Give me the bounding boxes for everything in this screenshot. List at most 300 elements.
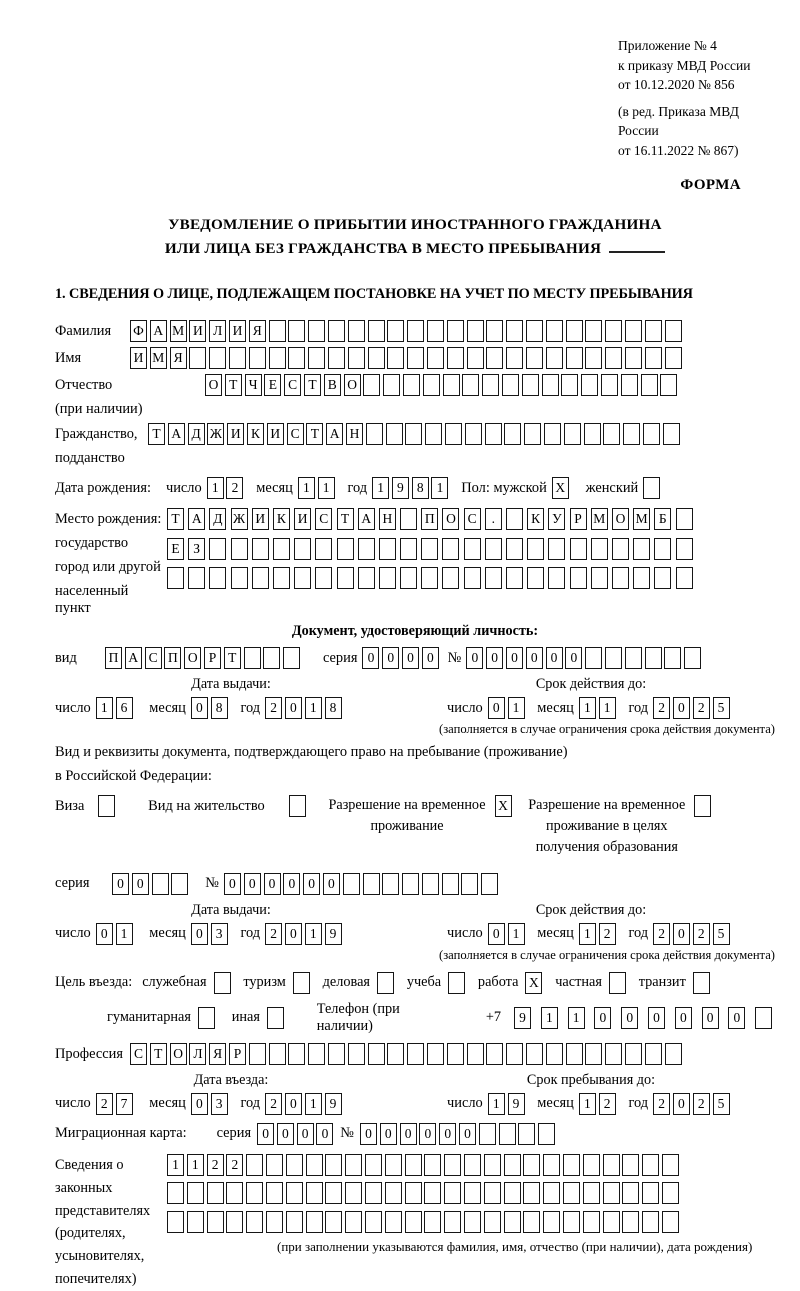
char-cell[interactable] <box>585 1043 602 1065</box>
char-cell[interactable]: И <box>227 423 244 445</box>
char-cell[interactable] <box>506 1043 523 1065</box>
char-cell[interactable] <box>442 873 459 895</box>
char-cell[interactable]: 0 <box>380 1123 397 1145</box>
char-cell[interactable]: 1 <box>305 1093 322 1115</box>
char-cell[interactable] <box>294 538 311 560</box>
char-cell[interactable]: З <box>188 538 205 560</box>
char-cell[interactable]: 5 <box>713 697 730 719</box>
char-cell[interactable] <box>665 320 682 342</box>
char-cell[interactable]: 1 <box>599 697 616 719</box>
char-cell[interactable] <box>464 1182 481 1204</box>
char-cell[interactable]: П <box>421 508 438 530</box>
char-cell[interactable]: 0 <box>459 1123 476 1145</box>
char-cell[interactable]: 9 <box>514 1007 531 1029</box>
char-cell[interactable] <box>467 1043 484 1065</box>
char-cell[interactable] <box>605 647 622 669</box>
char-cell[interactable]: . <box>485 508 502 530</box>
char-cell[interactable]: 1 <box>318 477 335 499</box>
char-cell[interactable] <box>563 1182 580 1204</box>
char-cell[interactable]: Р <box>570 508 587 530</box>
char-cell[interactable] <box>368 320 385 342</box>
char-cell[interactable] <box>266 1211 283 1233</box>
char-cell[interactable] <box>308 320 325 342</box>
char-cell[interactable] <box>623 423 640 445</box>
char-cell[interactable]: 1 <box>431 477 448 499</box>
char-cell[interactable] <box>425 423 442 445</box>
char-cell[interactable] <box>654 567 671 589</box>
char-cell[interactable]: К <box>273 508 290 530</box>
char-cell[interactable]: 0 <box>224 873 241 895</box>
char-cell[interactable] <box>368 347 385 369</box>
char-cell[interactable]: 5 <box>713 923 730 945</box>
char-cell[interactable] <box>526 320 543 342</box>
char-cell[interactable] <box>527 567 544 589</box>
char-cell[interactable]: Т <box>306 423 323 445</box>
char-cell[interactable] <box>523 1182 540 1204</box>
char-cell[interactable]: А <box>188 508 205 530</box>
study-checkbox[interactable] <box>448 972 465 994</box>
char-cell[interactable] <box>383 374 400 396</box>
char-cell[interactable]: Б <box>654 508 671 530</box>
edu-permit-checkbox[interactable] <box>694 795 711 817</box>
residence-permit-checkbox[interactable] <box>289 795 306 817</box>
char-cell[interactable] <box>167 1182 184 1204</box>
char-cell[interactable] <box>506 320 523 342</box>
char-cell[interactable] <box>663 423 680 445</box>
char-cell[interactable]: 1 <box>508 697 525 719</box>
char-cell[interactable] <box>485 423 502 445</box>
char-cell[interactable] <box>387 347 404 369</box>
char-cell[interactable]: 0 <box>297 1123 314 1145</box>
char-cell[interactable]: 2 <box>653 1093 670 1115</box>
char-cell[interactable]: 0 <box>191 1093 208 1115</box>
char-cell[interactable] <box>625 647 642 669</box>
char-cell[interactable]: 8 <box>412 477 429 499</box>
char-cell[interactable] <box>621 374 638 396</box>
char-cell[interactable] <box>625 320 642 342</box>
char-cell[interactable] <box>612 567 629 589</box>
char-cell[interactable]: Т <box>148 423 165 445</box>
char-cell[interactable]: С <box>315 508 332 530</box>
char-cell[interactable] <box>504 1211 521 1233</box>
char-cell[interactable] <box>585 320 602 342</box>
char-cell[interactable] <box>246 1154 263 1176</box>
char-cell[interactable] <box>288 320 305 342</box>
char-cell[interactable] <box>544 423 561 445</box>
char-cell[interactable] <box>337 567 354 589</box>
char-cell[interactable]: 2 <box>693 1093 710 1115</box>
char-cell[interactable] <box>325 1154 342 1176</box>
char-cell[interactable] <box>442 567 459 589</box>
char-cell[interactable] <box>581 374 598 396</box>
char-cell[interactable] <box>152 873 169 895</box>
char-cell[interactable] <box>188 567 205 589</box>
char-cell[interactable]: 1 <box>579 923 596 945</box>
char-cell[interactable] <box>424 1154 441 1176</box>
char-cell[interactable] <box>502 374 519 396</box>
char-cell[interactable]: 0 <box>594 1007 611 1029</box>
char-cell[interactable]: 1 <box>167 1154 184 1176</box>
char-cell[interactable] <box>585 647 602 669</box>
char-cell[interactable]: 9 <box>392 477 409 499</box>
char-cell[interactable] <box>387 320 404 342</box>
char-cell[interactable]: Л <box>189 1043 206 1065</box>
char-cell[interactable] <box>499 1123 516 1145</box>
char-cell[interactable] <box>642 1154 659 1176</box>
char-cell[interactable]: 0 <box>526 647 543 669</box>
char-cell[interactable]: 1 <box>305 923 322 945</box>
char-cell[interactable] <box>427 320 444 342</box>
char-cell[interactable] <box>563 1154 580 1176</box>
char-cell[interactable] <box>645 320 662 342</box>
char-cell[interactable]: Ч <box>245 374 262 396</box>
char-cell[interactable]: 0 <box>323 873 340 895</box>
char-cell[interactable]: М <box>591 508 608 530</box>
char-cell[interactable]: 2 <box>599 923 616 945</box>
char-cell[interactable] <box>482 374 499 396</box>
char-cell[interactable]: 2 <box>265 923 282 945</box>
char-cell[interactable]: 0 <box>419 1123 436 1145</box>
char-cell[interactable] <box>405 1154 422 1176</box>
char-cell[interactable]: 1 <box>298 477 315 499</box>
char-cell[interactable]: И <box>252 508 269 530</box>
char-cell[interactable] <box>538 1123 555 1145</box>
char-cell[interactable] <box>328 347 345 369</box>
char-cell[interactable] <box>229 347 246 369</box>
char-cell[interactable] <box>605 1043 622 1065</box>
char-cell[interactable] <box>645 647 662 669</box>
char-cell[interactable] <box>583 1211 600 1233</box>
char-cell[interactable] <box>485 538 502 560</box>
char-cell[interactable]: Т <box>167 508 184 530</box>
char-cell[interactable]: М <box>170 320 187 342</box>
char-cell[interactable]: 2 <box>265 697 282 719</box>
char-cell[interactable] <box>269 1043 286 1065</box>
char-cell[interactable]: Т <box>225 374 242 396</box>
char-cell[interactable] <box>481 873 498 895</box>
char-cell[interactable] <box>348 320 365 342</box>
char-cell[interactable] <box>405 1211 422 1233</box>
char-cell[interactable]: О <box>442 508 459 530</box>
char-cell[interactable]: 0 <box>675 1007 692 1029</box>
char-cell[interactable] <box>345 1211 362 1233</box>
char-cell[interactable]: С <box>130 1043 147 1065</box>
char-cell[interactable] <box>382 873 399 895</box>
char-cell[interactable] <box>421 538 438 560</box>
char-cell[interactable] <box>662 1211 679 1233</box>
char-cell[interactable]: 0 <box>728 1007 745 1029</box>
char-cell[interactable]: 0 <box>132 873 149 895</box>
char-cell[interactable] <box>244 647 261 669</box>
char-cell[interactable] <box>423 374 440 396</box>
char-cell[interactable] <box>546 320 563 342</box>
char-cell[interactable] <box>189 347 206 369</box>
char-cell[interactable] <box>368 1043 385 1065</box>
char-cell[interactable] <box>543 1154 560 1176</box>
char-cell[interactable]: Т <box>304 374 321 396</box>
char-cell[interactable]: 0 <box>191 923 208 945</box>
char-cell[interactable] <box>266 1182 283 1204</box>
char-cell[interactable] <box>306 1211 323 1233</box>
char-cell[interactable]: 5 <box>713 1093 730 1115</box>
char-cell[interactable] <box>660 374 677 396</box>
char-cell[interactable] <box>358 538 375 560</box>
char-cell[interactable] <box>506 508 523 530</box>
char-cell[interactable]: О <box>612 508 629 530</box>
char-cell[interactable]: Т <box>150 1043 167 1065</box>
char-cell[interactable]: 2 <box>693 697 710 719</box>
char-cell[interactable] <box>306 1182 323 1204</box>
char-cell[interactable]: Ж <box>231 508 248 530</box>
char-cell[interactable] <box>444 1211 461 1233</box>
char-cell[interactable] <box>645 347 662 369</box>
char-cell[interactable]: И <box>267 423 284 445</box>
char-cell[interactable] <box>465 423 482 445</box>
char-cell[interactable]: О <box>170 1043 187 1065</box>
char-cell[interactable]: 1 <box>187 1154 204 1176</box>
char-cell[interactable]: 2 <box>599 1093 616 1115</box>
char-cell[interactable] <box>548 538 565 560</box>
char-cell[interactable] <box>269 347 286 369</box>
char-cell[interactable]: С <box>145 647 162 669</box>
char-cell[interactable] <box>676 567 693 589</box>
char-cell[interactable]: 0 <box>244 873 261 895</box>
char-cell[interactable]: 7 <box>116 1093 133 1115</box>
char-cell[interactable] <box>486 320 503 342</box>
char-cell[interactable]: 0 <box>316 1123 333 1145</box>
char-cell[interactable] <box>464 538 481 560</box>
char-cell[interactable]: 0 <box>466 647 483 669</box>
char-cell[interactable] <box>543 1182 560 1204</box>
char-cell[interactable] <box>662 1154 679 1176</box>
char-cell[interactable]: Е <box>264 374 281 396</box>
char-cell[interactable] <box>249 347 266 369</box>
char-cell[interactable]: 0 <box>257 1123 274 1145</box>
char-cell[interactable] <box>207 1182 224 1204</box>
char-cell[interactable] <box>526 1043 543 1065</box>
char-cell[interactable]: 9 <box>508 1093 525 1115</box>
char-cell[interactable]: 0 <box>648 1007 665 1029</box>
char-cell[interactable] <box>504 423 521 445</box>
char-cell[interactable] <box>325 1182 342 1204</box>
char-cell[interactable] <box>187 1182 204 1204</box>
char-cell[interactable] <box>570 538 587 560</box>
char-cell[interactable]: 0 <box>422 647 439 669</box>
char-cell[interactable] <box>601 374 618 396</box>
char-cell[interactable] <box>263 647 280 669</box>
char-cell[interactable]: 1 <box>96 697 113 719</box>
business-checkbox[interactable] <box>377 972 394 994</box>
char-cell[interactable] <box>522 374 539 396</box>
char-cell[interactable]: 0 <box>702 1007 719 1029</box>
char-cell[interactable]: 0 <box>264 873 281 895</box>
char-cell[interactable] <box>467 320 484 342</box>
char-cell[interactable] <box>365 1154 382 1176</box>
char-cell[interactable]: О <box>205 374 222 396</box>
char-cell[interactable]: 0 <box>303 873 320 895</box>
char-cell[interactable] <box>246 1211 263 1233</box>
char-cell[interactable]: Т <box>337 508 354 530</box>
char-cell[interactable]: 6 <box>116 697 133 719</box>
char-cell[interactable]: Я <box>249 320 266 342</box>
char-cell[interactable] <box>461 873 478 895</box>
char-cell[interactable] <box>386 423 403 445</box>
char-cell[interactable] <box>566 320 583 342</box>
char-cell[interactable] <box>486 1043 503 1065</box>
char-cell[interactable] <box>308 1043 325 1065</box>
char-cell[interactable]: К <box>247 423 264 445</box>
char-cell[interactable] <box>427 347 444 369</box>
char-cell[interactable] <box>642 1182 659 1204</box>
char-cell[interactable] <box>252 567 269 589</box>
char-cell[interactable]: 0 <box>439 1123 456 1145</box>
char-cell[interactable]: 9 <box>325 1093 342 1115</box>
char-cell[interactable] <box>665 347 682 369</box>
char-cell[interactable]: 1 <box>579 1093 596 1115</box>
char-cell[interactable] <box>266 1154 283 1176</box>
char-cell[interactable] <box>524 423 541 445</box>
char-cell[interactable] <box>645 1043 662 1065</box>
char-cell[interactable]: И <box>189 320 206 342</box>
char-cell[interactable] <box>676 538 693 560</box>
char-cell[interactable]: С <box>284 374 301 396</box>
char-cell[interactable] <box>625 1043 642 1065</box>
char-cell[interactable] <box>570 567 587 589</box>
char-cell[interactable] <box>231 538 248 560</box>
char-cell[interactable] <box>365 1211 382 1233</box>
char-cell[interactable] <box>591 538 608 560</box>
char-cell[interactable] <box>486 347 503 369</box>
char-cell[interactable]: А <box>358 508 375 530</box>
char-cell[interactable] <box>273 567 290 589</box>
female-checkbox[interactable] <box>643 477 660 499</box>
char-cell[interactable] <box>755 1007 772 1029</box>
char-cell[interactable] <box>444 1182 461 1204</box>
char-cell[interactable]: И <box>130 347 147 369</box>
char-cell[interactable]: Р <box>204 647 221 669</box>
char-cell[interactable] <box>337 538 354 560</box>
char-cell[interactable]: Д <box>188 423 205 445</box>
char-cell[interactable]: 9 <box>325 923 342 945</box>
char-cell[interactable]: 2 <box>265 1093 282 1115</box>
char-cell[interactable]: М <box>150 347 167 369</box>
char-cell[interactable] <box>561 374 578 396</box>
char-cell[interactable] <box>542 374 559 396</box>
char-cell[interactable] <box>328 1043 345 1065</box>
char-cell[interactable]: 0 <box>362 647 379 669</box>
char-cell[interactable] <box>167 1211 184 1233</box>
char-cell[interactable]: 0 <box>283 873 300 895</box>
char-cell[interactable]: 2 <box>226 477 243 499</box>
char-cell[interactable]: Ф <box>130 320 147 342</box>
char-cell[interactable] <box>526 347 543 369</box>
char-cell[interactable] <box>504 1154 521 1176</box>
char-cell[interactable] <box>464 567 481 589</box>
char-cell[interactable] <box>385 1182 402 1204</box>
char-cell[interactable]: У <box>548 508 565 530</box>
char-cell[interactable] <box>622 1154 639 1176</box>
char-cell[interactable] <box>345 1154 362 1176</box>
char-cell[interactable] <box>506 567 523 589</box>
char-cell[interactable] <box>523 1211 540 1233</box>
char-cell[interactable]: Т <box>224 647 241 669</box>
char-cell[interactable] <box>343 873 360 895</box>
temp-permit-checkbox[interactable]: X <box>495 795 512 817</box>
char-cell[interactable] <box>187 1211 204 1233</box>
char-cell[interactable]: 0 <box>285 697 302 719</box>
char-cell[interactable] <box>348 1043 365 1065</box>
char-cell[interactable] <box>605 347 622 369</box>
char-cell[interactable] <box>288 347 305 369</box>
char-cell[interactable]: 0 <box>277 1123 294 1145</box>
char-cell[interactable]: Л <box>209 320 226 342</box>
char-cell[interactable] <box>633 567 650 589</box>
char-cell[interactable] <box>662 1182 679 1204</box>
char-cell[interactable]: И <box>229 320 246 342</box>
char-cell[interactable]: И <box>294 508 311 530</box>
char-cell[interactable] <box>445 423 462 445</box>
char-cell[interactable] <box>504 1182 521 1204</box>
char-cell[interactable] <box>315 567 332 589</box>
char-cell[interactable] <box>363 374 380 396</box>
char-cell[interactable] <box>506 347 523 369</box>
char-cell[interactable] <box>171 873 188 895</box>
char-cell[interactable] <box>358 567 375 589</box>
char-cell[interactable]: 1 <box>116 923 133 945</box>
char-cell[interactable]: 1 <box>207 477 224 499</box>
char-cell[interactable]: 2 <box>226 1154 243 1176</box>
char-cell[interactable]: 0 <box>285 1093 302 1115</box>
char-cell[interactable]: 1 <box>488 1093 505 1115</box>
char-cell[interactable] <box>209 538 226 560</box>
char-cell[interactable] <box>424 1211 441 1233</box>
char-cell[interactable]: 0 <box>400 1123 417 1145</box>
char-cell[interactable]: 1 <box>508 923 525 945</box>
char-cell[interactable] <box>363 873 380 895</box>
char-cell[interactable] <box>633 538 650 560</box>
char-cell[interactable]: 3 <box>211 923 228 945</box>
char-cell[interactable] <box>207 1211 224 1233</box>
char-cell[interactable] <box>583 1182 600 1204</box>
char-cell[interactable] <box>654 538 671 560</box>
char-cell[interactable] <box>226 1211 243 1233</box>
char-cell[interactable] <box>400 567 417 589</box>
char-cell[interactable] <box>464 1211 481 1233</box>
char-cell[interactable] <box>407 320 424 342</box>
char-cell[interactable] <box>315 538 332 560</box>
char-cell[interactable] <box>444 1154 461 1176</box>
char-cell[interactable]: 0 <box>546 647 563 669</box>
char-cell[interactable]: 0 <box>673 697 690 719</box>
char-cell[interactable]: 2 <box>207 1154 224 1176</box>
char-cell[interactable] <box>443 374 460 396</box>
humanitarian-checkbox[interactable] <box>198 1007 215 1029</box>
char-cell[interactable] <box>485 567 502 589</box>
char-cell[interactable]: С <box>287 423 304 445</box>
char-cell[interactable] <box>246 1182 263 1204</box>
char-cell[interactable]: 0 <box>488 697 505 719</box>
char-cell[interactable] <box>591 567 608 589</box>
char-cell[interactable] <box>518 1123 535 1145</box>
male-checkbox[interactable]: X <box>552 477 569 499</box>
char-cell[interactable] <box>226 1182 243 1204</box>
char-cell[interactable] <box>379 567 396 589</box>
char-cell[interactable] <box>286 1154 303 1176</box>
char-cell[interactable] <box>484 1154 501 1176</box>
char-cell[interactable]: О <box>344 374 361 396</box>
char-cell[interactable]: 1 <box>568 1007 585 1029</box>
char-cell[interactable] <box>676 508 693 530</box>
